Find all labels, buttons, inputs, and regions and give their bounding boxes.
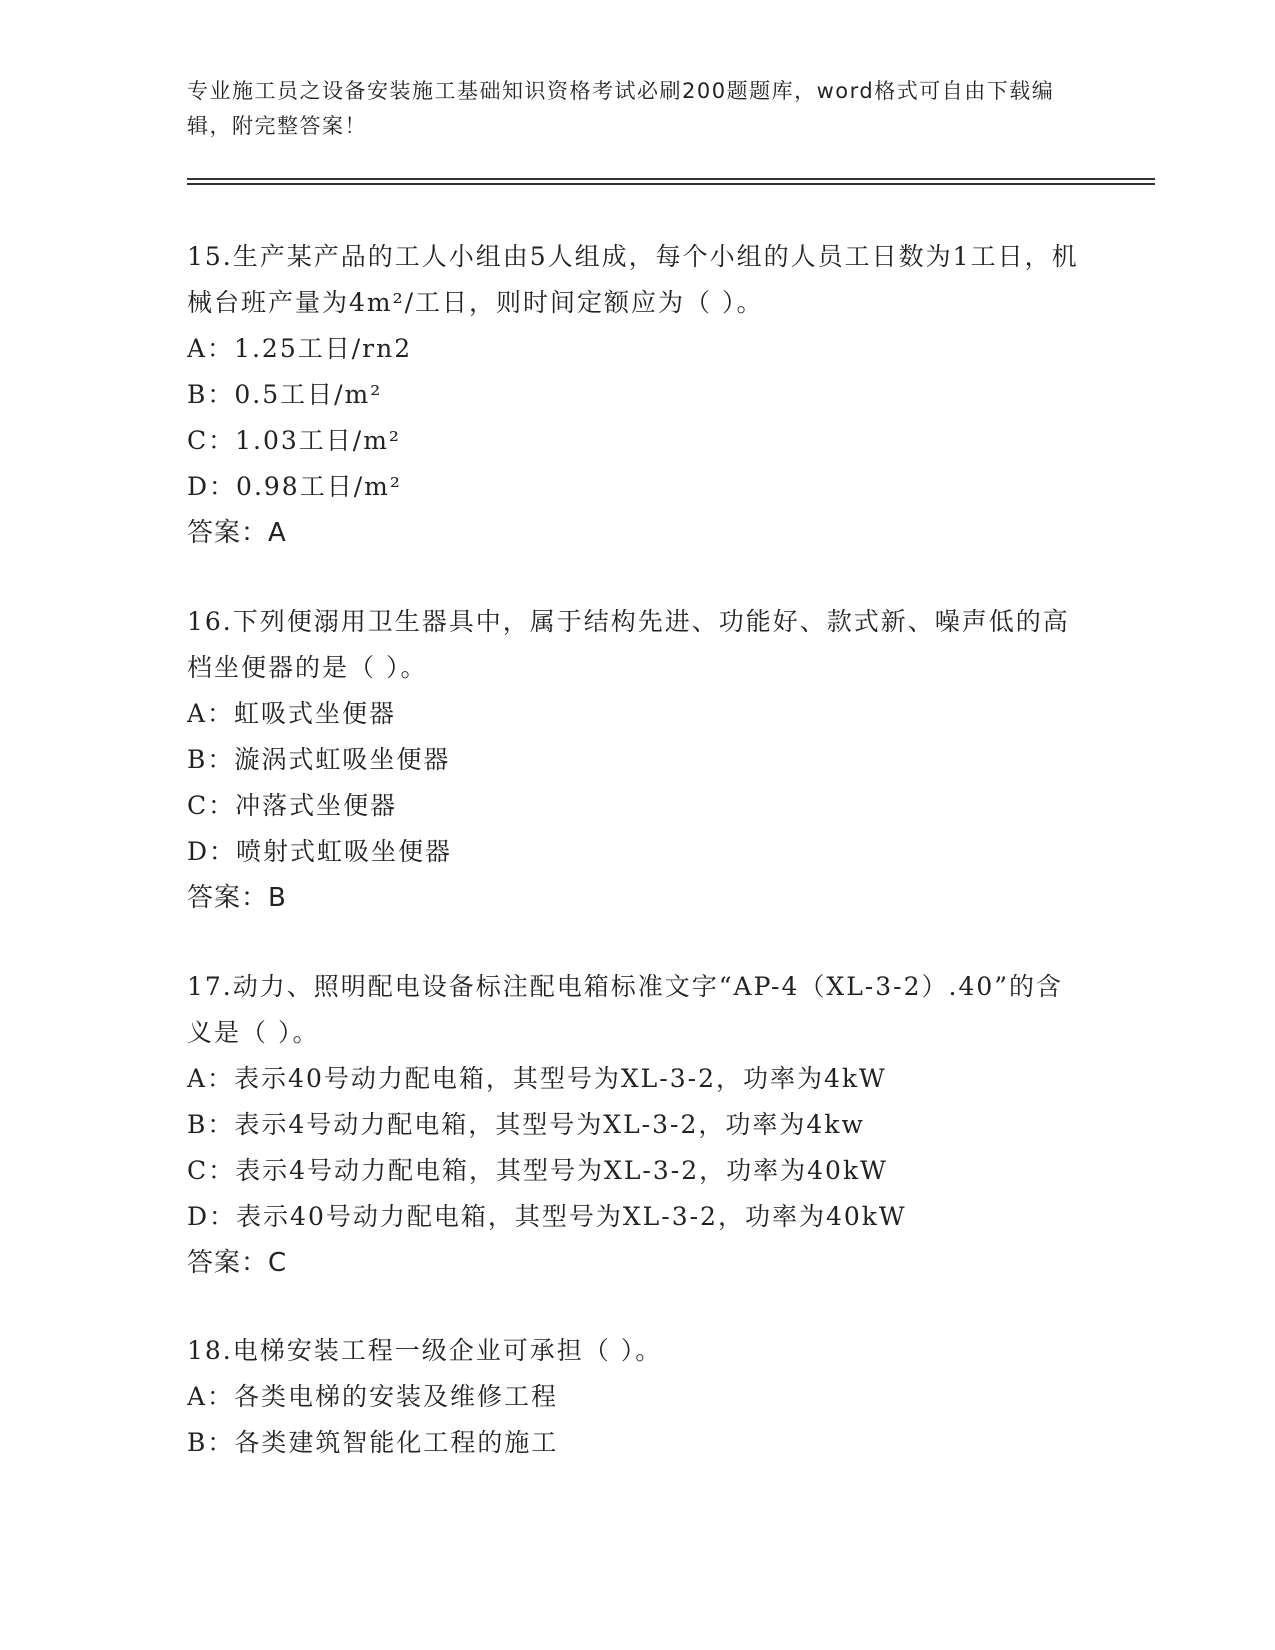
- question-stem: 18.电梯安装工程一级企业可承担（ ）。: [187, 1336, 663, 1365]
- question-stem: 17.动力、照明配电设备标注配电箱标准文字“AP-4（XL-3-2）.40”的含义是（ ）。: [187, 972, 1064, 1047]
- option-c: C：表示4号动力配电箱，其型号为XL-3-2，功率为40kW: [187, 1156, 888, 1185]
- option-d: D：喷射式虹吸坐便器: [187, 837, 453, 866]
- document-header: 专业施工员之设备安装施工基础知识资格考试必刷200题题库，word格式可自由下载编辑，附完整答案！: [187, 79, 1055, 138]
- option-b: B：表示4号动力配电箱，其型号为XL-3-2，功率为4kw: [187, 1110, 865, 1139]
- question-18: [187, 1328, 1087, 1466]
- question-15: [187, 234, 1087, 556]
- header-divider-top: [187, 178, 1155, 180]
- option-b: B：漩涡式虹吸坐便器: [187, 745, 451, 774]
- option-b: B：各类建筑智能化工程的施工: [187, 1428, 559, 1457]
- option-d: D：表示40号动力配电箱，其型号为XL-3-2，功率为40kW: [187, 1202, 907, 1231]
- option-a: A：表示40号动力配电箱，其型号为XL-3-2，功率为4kW: [187, 1064, 887, 1093]
- option-a: A：各类电梯的安装及维修工程: [187, 1382, 559, 1411]
- answer: 答案：A: [187, 518, 287, 548]
- header-divider-bottom: [187, 183, 1155, 185]
- question-17: [187, 964, 1087, 1286]
- question-16: [187, 599, 1087, 921]
- option-b: B：0.5工日/m²: [187, 380, 383, 409]
- option-c: C：冲落式坐便器: [187, 791, 398, 820]
- option-a: A：虹吸式坐便器: [187, 699, 397, 728]
- option-c: C：1.03工日/m²: [187, 426, 401, 455]
- answer: 答案：C: [187, 1248, 288, 1278]
- question-stem: 16.下列便溺用卫生器具中，属于结构先进、功能好、款式新、噪声低的高档坐便器的是（ ）。: [187, 607, 1070, 682]
- option-a: A：1.25工日/rn2: [187, 334, 413, 363]
- option-d: D：0.98工日/m²: [187, 472, 402, 501]
- question-stem: 15.生产某产品的工人小组由5人组成，每个小组的人员工日数为1工日，机械台班产量为4m²/工日，则时间定额应为（ ）。: [187, 242, 1079, 317]
- answer: 答案：B: [187, 883, 287, 913]
